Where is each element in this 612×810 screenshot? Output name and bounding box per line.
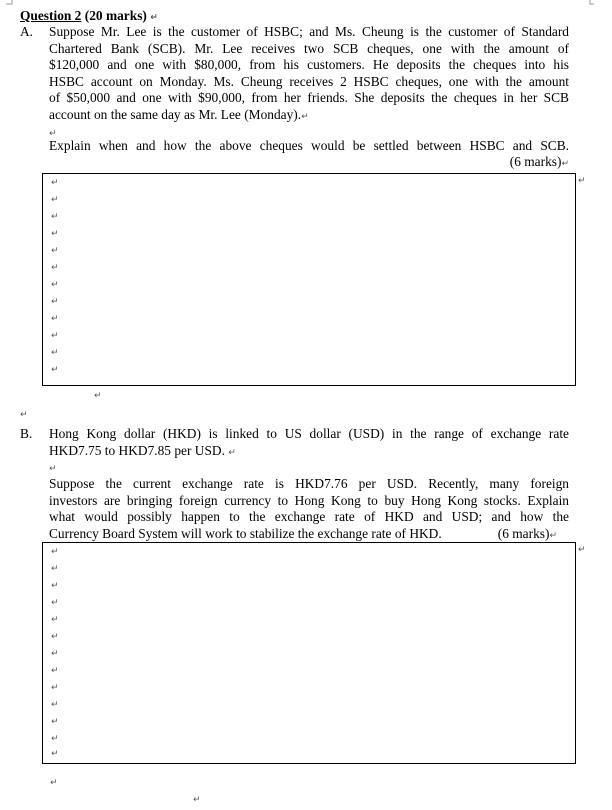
part-a-letter: A. (20, 24, 34, 39)
part-a-line: Chartered Bank (SCB). Mr. Lee receives two SCB cheques, one with the amount of (49, 40, 569, 56)
paragraph-mark: ↵ (51, 749, 59, 759)
paragraph-mark: ↵ (51, 348, 59, 358)
answer-box-a[interactable] (42, 173, 576, 386)
paragraph-mark: ↵ (51, 195, 59, 205)
paragraph-mark: ↵ (51, 178, 59, 188)
paragraph-mark: ↵ (193, 795, 201, 805)
paragraph-mark: ↵ (51, 649, 59, 659)
paragraph-mark: ↵ (50, 778, 58, 788)
blank-line: ↵ (49, 464, 57, 475)
paragraph-mark: ↵ (51, 547, 59, 557)
question-marks: (20 marks) (84, 8, 147, 23)
paragraph-mark: ↵ (51, 700, 59, 710)
paragraph-mark: ↵ (51, 734, 59, 744)
paragraph-mark: ↵ (51, 280, 59, 290)
part-b-body-line: what would possibly happen to the exchange rate of HKD and USD; and how the (49, 509, 569, 525)
paragraph-mark: ↵ (51, 598, 59, 608)
paragraph-mark: ↵ (51, 666, 59, 676)
paragraph-mark: ↵ (51, 564, 59, 574)
paragraph-mark: ↵ (51, 246, 59, 256)
part-a-line: Suppose Mr. Lee is the customer of HSBC; and Ms. Cheung is the customer of Standard (49, 24, 569, 39)
paragraph-mark: ↵ (94, 391, 102, 401)
corner-mark-top-left (6, 0, 16, 8)
part-b-body-line: Currency Board System will work to stabilize the exchange rate of HKD. (6 marks)↵ (49, 525, 557, 541)
paragraph-mark: ↵ (51, 365, 59, 375)
part-b-intro-line: Hong Kong dollar (HKD) is linked to US dollar (USD) in the range of exchange rate (49, 426, 569, 441)
answer-box-b[interactable] (42, 542, 576, 764)
part-a-question: Explain when and how the above cheques would be settled between HSBC and SCB. (49, 137, 569, 153)
paragraph-mark: ↵ (51, 632, 59, 642)
part-a-line: $120,000 and one with $80,000, from his customers. He deposits the cheques into his (49, 57, 569, 73)
part-a-marks: (6 marks) (509, 154, 562, 170)
part-b-body-line: Suppose the current exchange rate is HKD7.76 per USD. Recently, many foreign (49, 476, 569, 492)
paragraph-mark: ↵ (51, 331, 59, 341)
paragraph-mark: ↵ (51, 212, 59, 222)
part-a-paragraph (49, 24, 569, 171)
part-b-letter: B. (20, 426, 33, 441)
part-a-line: account on the same day as Mr. Lee (Monday).↵ (49, 106, 309, 122)
paragraph-mark: ↵ (51, 263, 59, 273)
corner-mark-top-right (584, 0, 594, 8)
paragraph-mark: ↵ (150, 13, 158, 23)
paragraph-mark: ↵ (51, 615, 59, 625)
paragraph-mark: ↵ (51, 581, 59, 591)
question-title: Question 2 (20, 8, 82, 23)
part-a-line: HSBC account on Monday. Ms. Cheung receives 2 HSBC cheques, one with the amount (49, 73, 569, 89)
part-b-paragraph (49, 426, 569, 543)
part-a-line: of $50,000 and one with $90,000, from her friends. She deposits the cheques in her SCB (49, 90, 569, 106)
paragraph-mark: ↵ (20, 410, 28, 420)
part-a-marks-line: (6 marks)↵ (509, 154, 569, 170)
paragraph-mark: ↵ (51, 314, 59, 324)
part-b-intro-line: HKD7.75 to HKD7.85 per USD. ↵ (49, 442, 236, 458)
paragraph-mark: ↵ (51, 717, 59, 727)
question-header (20, 8, 158, 25)
paragraph-mark: ↵ (578, 545, 586, 555)
part-b-marks: (6 marks)↵ (497, 525, 557, 541)
blank-line: ↵ (49, 128, 57, 139)
paragraph-mark: ↵ (51, 297, 59, 307)
paragraph-mark: ↵ (51, 683, 59, 693)
paragraph-mark: ↵ (51, 229, 59, 239)
part-b-body-line: investors are bringing foreign currency to Hong Kong to buy Hong Kong stocks. Explain (49, 492, 569, 508)
paragraph-mark: ↵ (578, 176, 586, 186)
